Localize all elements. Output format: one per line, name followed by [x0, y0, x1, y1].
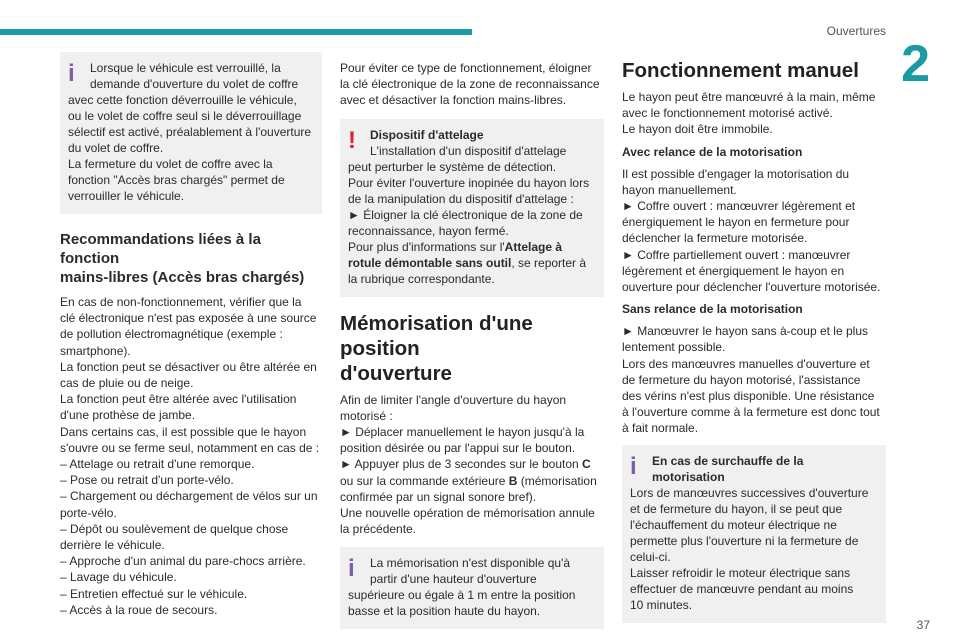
- warning-title: Dispositif d'attelage: [370, 127, 484, 142]
- chapter-number: 2: [901, 35, 930, 93]
- info-text: verrouiller le véhicule.: [68, 189, 185, 203]
- info-text: La fermeture du volet de coffre avec la: [68, 157, 273, 171]
- info-text: sélectif est activé, préalablement à l'ouverture: [68, 125, 312, 139]
- body-text: En cas de non-fonctionnement, vérifier que la clé électronique n'est pas exposée à une source de pollution électromagnétique (exemple : smartphone). La fonction peut se désactiver ou être altérée en cas de pluie ou de neige. La fonction peut être altérée avec l'utilisation d'une prothèse de jambe. Dans certains cas, il est possible que le hayon s'ouvre ou se ferme seul, notamment en cas de : – Attelage ou retrait d'une remorque. – Pose ou retrait d'un porte-vélo. – Chargement ou déchargement de vélos sur un porte-vélo. – Dépôt ou soulèvement de quelque chose derrière le véhicule. – Approche d'un animal du pare-chocs arrière. – Lavage du véhicule. – Entretien effectué sur le véhicule. – Accès à la roue de secours.: [60, 295, 320, 617]
- section-heading: Fonctionnement manuel: [622, 59, 859, 82]
- intro-text: Le hayon peut être manœuvré à la main, même avec le fonctionnement motorisé activé. Le hayon doit être immobile.: [622, 90, 876, 137]
- warning-icon: !: [348, 126, 356, 154]
- info-text: demande d'ouverture du volet de coffre: [90, 77, 299, 91]
- intro-text: Pour éviter ce type de fonctionnement, éloigner la clé électronique de la zone de reconnaissance avec et désactiver la fonction mains-libres.: [340, 61, 600, 108]
- subheading: Sans relance de la motorisation: [622, 302, 803, 317]
- body-text: ► Manœuvrer le hayon sans à-coup et le plus lentement possible. Lors des manœuvres manuelles d'ouverture et de fermeture du hayon motorisé, l'assistance des vérins n'est plus disponible. Une résistance à l'ouverture comme à la fermeture est donc tout à fait normale.: [622, 324, 880, 436]
- column-2: [340, 60, 604, 629]
- page-number: 37: [916, 618, 930, 632]
- column-1: [60, 52, 322, 618]
- info-box: i En cas de surchauffe de la motorisation Lors de manœuvres successives d'ouverture et de fermeture du hayon, il se peut que l'échauffement du moteur électrique ne permette plus l'ouverture ni la fermeture de celui-ci. Laisser refroidir le moteur électrique sans effectuer de manœuvre pendant au moins 10 minutes.: [622, 445, 886, 623]
- subheading: Avec relance de la motorisation: [622, 144, 803, 159]
- info-title: motorisation: [652, 469, 725, 484]
- section-heading: Mémorisation d'une position d'ouverture: [340, 311, 533, 385]
- info-text: Lorsque le véhicule est verrouillé, la: [90, 61, 281, 75]
- body-text: Il est possible d'engager la motorisation du hayon manuellement. ► Coffre ouvert : manœuvrer légèrement et énergiquement le hayon en fermeture pour déclencher la fermeture motorisée. ► Coffre partiellement ouvert : manœuvrer légèrement et énergiquement le hayon en ouverture pour déclencher l'ouverture motorisée.: [622, 166, 881, 295]
- header-bar: [0, 29, 472, 35]
- section-title: Ouvertures: [826, 24, 886, 38]
- info-text: du volet de coffre.: [68, 141, 164, 155]
- warning-box: ! Dispositif d'attelage L'installation d'un dispositif d'attelage peut perturber le système de détection. Pour éviter l'ouverture inopinée du hayon lors de la manipulation du dispositif d'attelage : ► Éloigner la clé électronique de la zone de reconnaissance, hayon fermé. Pour plus d'informations sur l'Attelage à rotule démontable sans outil, se reporter à la rubrique correspondante.: [340, 119, 604, 297]
- info-box: [60, 52, 322, 214]
- info-box: i La mémorisation n'est disponible qu'à partir d'une hauteur d'ouverture supérieure ou égale à 1 m entre la position basse et la position haute du hayon.: [340, 547, 604, 629]
- info-text: ou le volet de coffre seul si le déverrouillage: [68, 109, 302, 123]
- info-text: fonction "Accès bras chargés" permet de: [68, 173, 285, 187]
- body-text: Afin de limiter l'angle d'ouverture du hayon motorisé : ► Déplacer manuellement le hayon jusqu'à la position désirée ou par l'appui sur le bouton. ► Appuyer plus de 3 secondes sur le bouton C ou sur la commande extérieure B (mémorisation confirmée par un signal sonore bref). Une nouvelle opération de mémorisation annule la précédente.: [340, 392, 597, 537]
- info-text: avec cette fonction déverrouille le véhicule,: [68, 93, 297, 107]
- info-icon: i: [630, 452, 637, 480]
- info-icon: i: [68, 60, 75, 87]
- info-title: En cas de surchauffe de la: [652, 453, 804, 468]
- info-icon: i: [348, 555, 355, 583]
- section-heading: Recommandations liées à la fonction mains-libres (Accès bras chargés): [60, 231, 305, 286]
- column-3: [622, 58, 886, 623]
